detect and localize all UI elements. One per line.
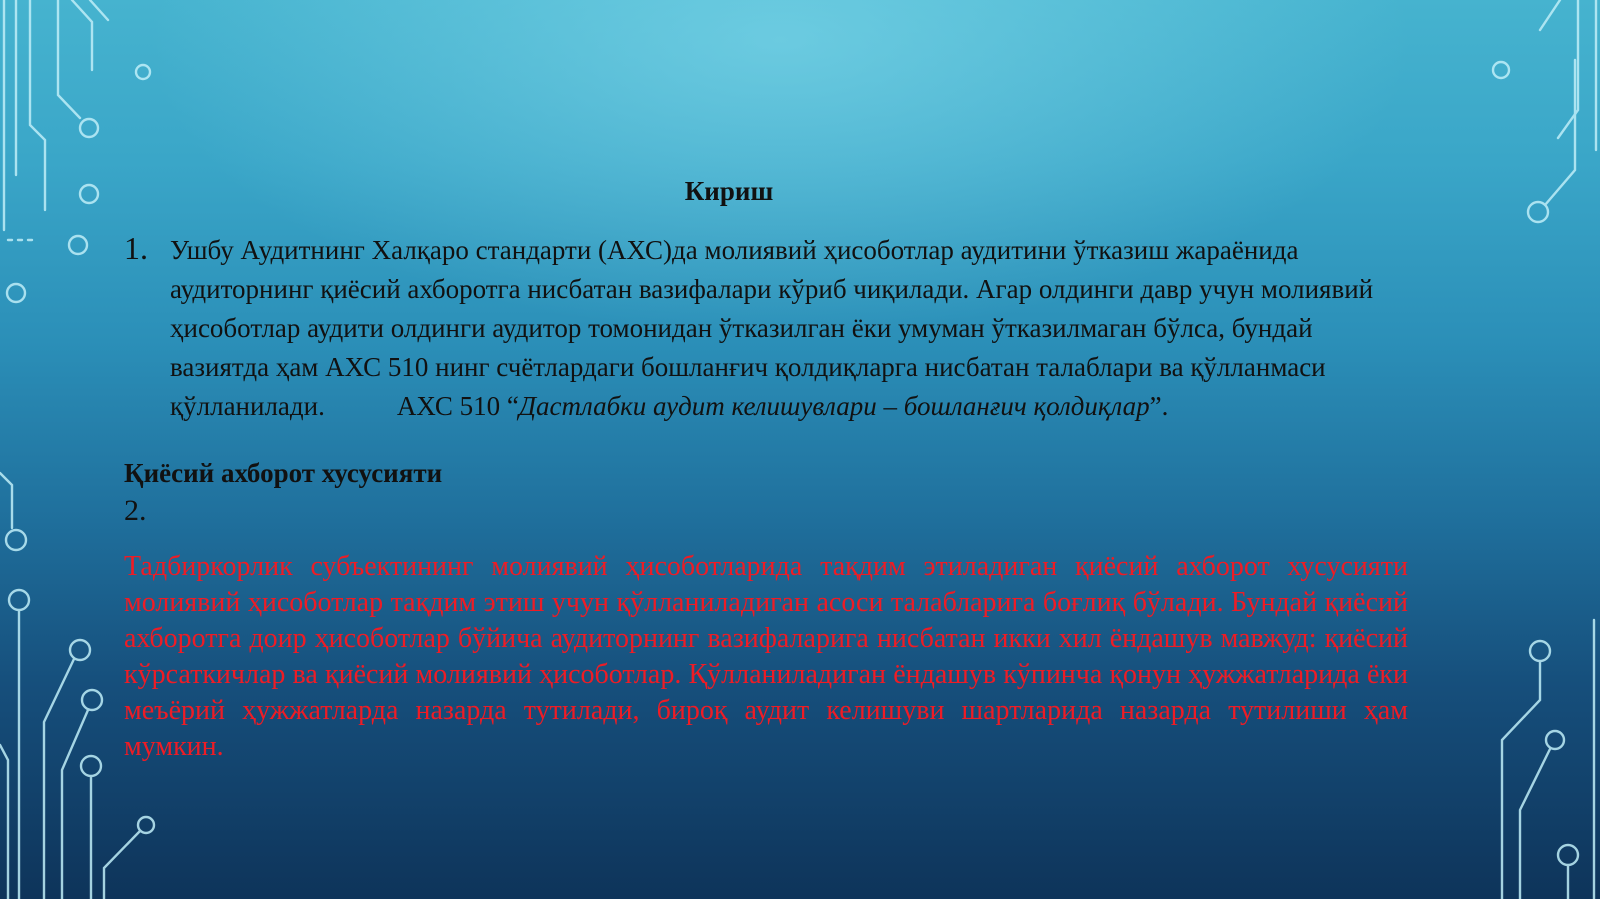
section-heading: Қиёсий ахборот хусусияти <box>124 458 443 488</box>
standard-reference-suffix: ”. <box>1149 391 1169 421</box>
standard-reference-prefix: АХС 510 “ <box>396 391 519 421</box>
list-item-2-text: Тадбиркорлик субъектининг молиявий ҳисоботларида тақдим этиладиган қиёсий ахборот хусусияти молиявий ҳисоботлар тақдим этиш учун қўлланиладиган асоси талабларига боғлиқ бўлади. Бундай қиёсий ахборотга доир ҳисоботлар бўйича аудиторнинг вазифаларига нисбатан икки хил ёндашув мавжуд: қиёсий кўрсаткичлар ва қиёсий молиявий ҳисоботлар. Қўлланиладиган ёндашув кўпинча қонун ҳужжатларида ёки меъёрий ҳужжатларда назарда тутилади, бироқ аудит келишуви шартларида назарда тутилиши ҳам мумкин. <box>124 551 1408 762</box>
circuit-board-right-icon <box>1493 0 1596 899</box>
list-item-number-1: 1. <box>124 230 148 266</box>
slide-title: Кириш <box>684 176 774 206</box>
list-item-number-2: 2. <box>124 494 147 527</box>
list-item-1-text <box>170 231 1406 426</box>
standard-reference <box>397 387 1169 426</box>
list-item-1-body: Ушбу Аудитнинг Халқаро стандарти (АХС)да молиявий ҳисоботлар аудитини ўтказиш жараёнида аудиторнинг қиёсий ахборотга нисбатан вазифалари кўриб чиқилади. Агар олдинги давр учун молиявий ҳисоботлар аудити олдинги аудитор томонидан ўтказилган ёки умуман ўтказилмаган бўлса, бундай вазиятда ҳам АХС 510 нинг счётлардаги бошланғич қолдиқларга нисбатан талаблари ва қўлланмаси қўлланилади. <box>170 235 1374 421</box>
standard-reference-title: Дастлабки аудит келишувлари – бошланғич қолдиқлар <box>518 391 1150 421</box>
